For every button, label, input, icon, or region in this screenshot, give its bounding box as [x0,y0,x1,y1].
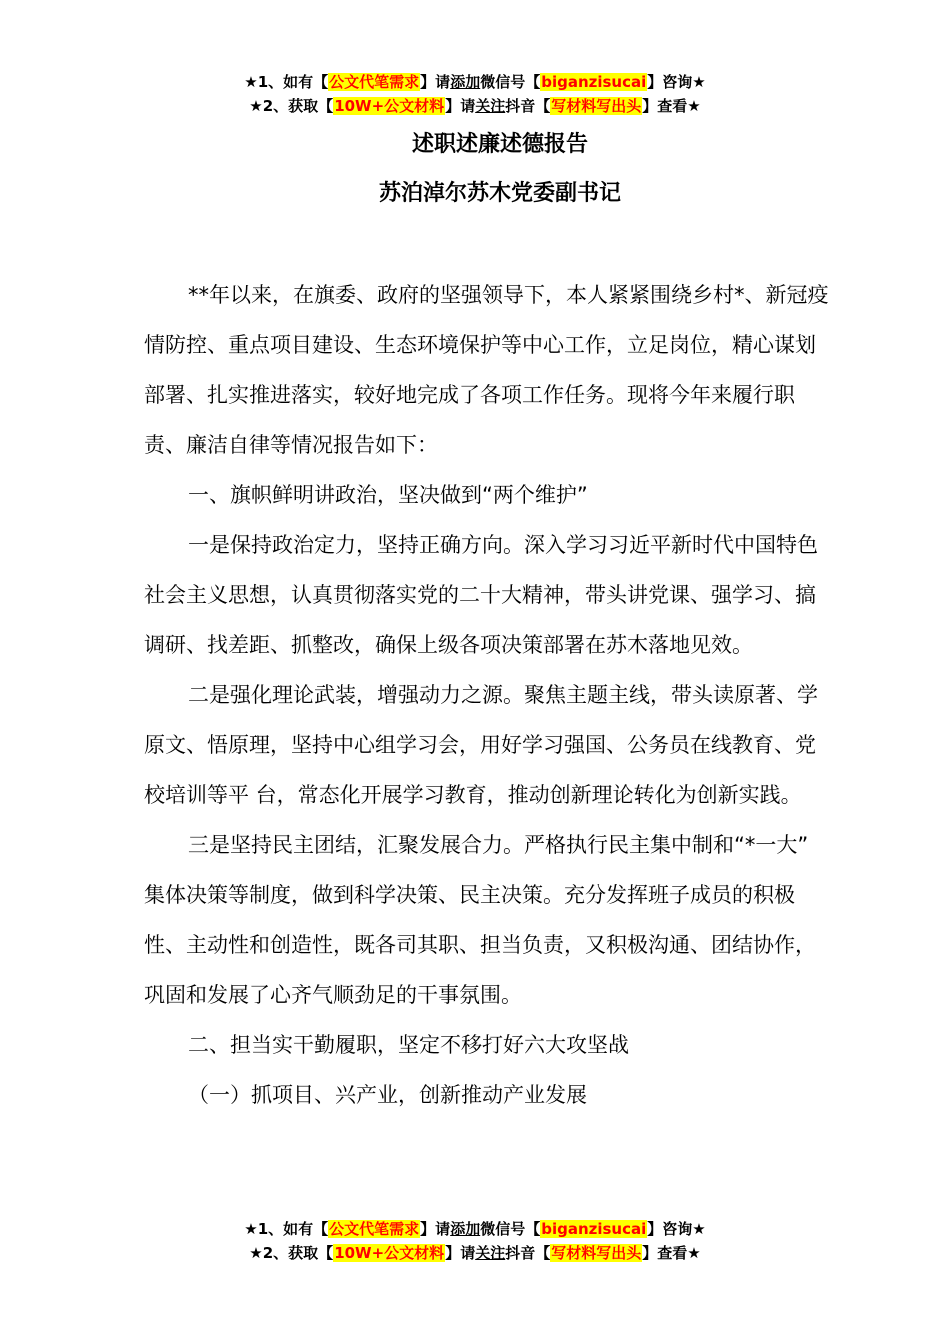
section-heading: 二、担当实干勤履职，坚定不移打好六大攻坚战 [188,1033,629,1057]
highlight-service: 公文代笔需求 [329,1220,420,1238]
highlight-materials: 10W+公文材料 [334,1244,445,1262]
document-body [144,270,834,1120]
banner-text: 微信号【 [480,73,541,91]
document-subtitle: 苏泊淖尔苏木党委副书记 [378,181,621,206]
banner-text: 抖音【 [505,97,551,115]
highlight-douyin-id: 写材料写出头 [551,1244,642,1262]
section-heading: 一、旗帜鲜明讲政治，坚决做到“两个维护” [188,483,588,507]
banner-text: 】请 [445,97,476,115]
banner-text: 】咨询★ [647,73,706,91]
banner-text: ★1、如有【 [244,1220,329,1238]
highlight-wechat-id: biganzisucai [541,73,647,91]
banner-underlined-text: 关注 [475,97,506,115]
banner-text: 】咨询★ [647,1220,706,1238]
banner-underlined-text: 添加 [450,73,481,91]
highlight-douyin-id: 写材料写出头 [551,97,642,115]
highlight-service: 公文代笔需求 [329,73,420,91]
banner-text: 】查看★ [642,1244,701,1262]
banner-underlined-text: 添加 [450,1220,481,1238]
banner-text: 微信号【 [480,1220,541,1238]
banner-text: ★2、获取【 [249,1244,334,1262]
paragraph: 二是强化理论武装，增强动力之源。聚焦主题主线，带头读原著、学原文、悟原理，坚持中心组学习会，用好学习强国、公务员在线教育、党校培训等平 台，常态化开展学习教育，推动创新理论转化为创新实践。 [144,683,818,807]
header-banner [0,70,950,118]
footer-banner [0,1217,950,1265]
banner-line-1 [0,70,950,94]
banner-text: 】查看★ [642,97,701,115]
highlight-wechat-id: biganzisucai [541,1220,647,1238]
document-title: 述职述廉述德报告 [411,132,588,157]
paragraph: 三是坚持民主团结，汇聚发展合力。严格执行民主集中制和“*一大” 集体决策等制度，做到科学决策、民主决策。充分发挥班子成员的积极性、主动性和创造性，既各司其职、担当负责，又积极沟通、团结协作，巩固和发展了心齐气顺劲足的干事氛围。 [144,833,816,1007]
banner-text: ★1、如有【 [244,73,329,91]
subsection-heading: （一）抓项目、兴产业，创新推动产业发展 [188,1083,587,1107]
banner-underlined-text: 关注 [475,1244,506,1262]
banner-text: ★2、获取【 [249,97,334,115]
banner-text: 】请 [445,1244,476,1262]
paragraph: 一是保持政治定力，坚持正确方向。深入学习习近平新时代中国特色社会主义思想，认真贯彻落实党的二十大精神，带头讲党课、强学习、搞调研、找差距、抓整改，确保上级各项决策部署在苏木落地见效。 [144,533,818,657]
banner-line-2 [0,94,950,118]
banner-line-2 [0,1241,950,1265]
banner-text: 】请 [420,73,451,91]
banner-text: 】请 [420,1220,451,1238]
banner-line-1 [0,1217,950,1241]
banner-text: 抖音【 [505,1244,551,1262]
paragraph: **年以来，在旗委、政府的坚强领导下，本人紧紧围绕乡村*、新冠疫情防控、重点项目建设、生态环境保护等中心工作，立足岗位，精心谋划部署、扎实推进落实，较好地完成了各项工作任务。现将今年来履行职责、廉洁自律等情况报告如下： [144,283,829,457]
highlight-materials: 10W+公文材料 [334,97,445,115]
